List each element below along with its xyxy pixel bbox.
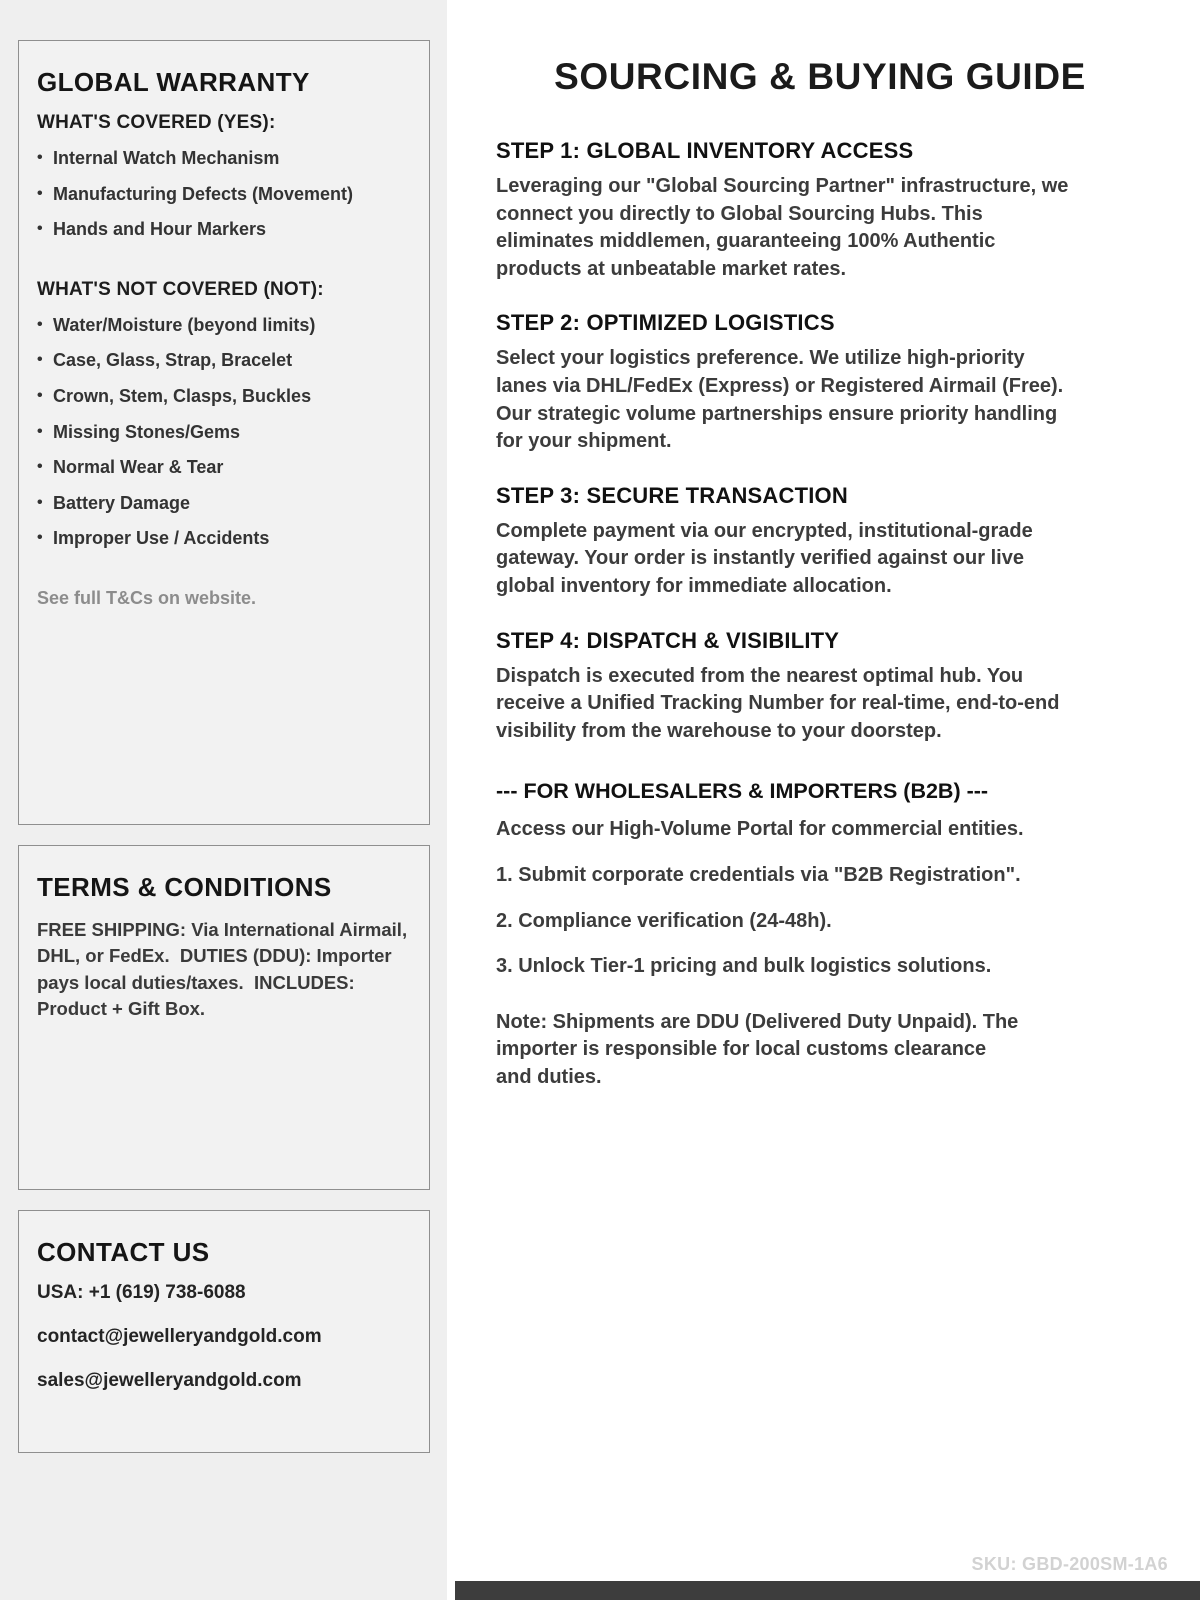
sku-label: SKU: GBD-200SM-1A6 [971, 1554, 1168, 1574]
list-item: • Normal Wear & Tear [37, 457, 409, 479]
terms-panel [18, 845, 430, 1190]
step-2-heading: STEP 2: OPTIMIZED LOGISTICS [496, 310, 835, 336]
not-covered-heading: WHAT'S NOT COVERED (NOT): [37, 278, 324, 300]
contact-email-sales: sales@jewelleryandgold.com [37, 1370, 302, 1391]
covered-list [37, 148, 409, 241]
list-item: • Hands and Hour Markers [37, 219, 409, 241]
step-2-section [496, 310, 1071, 455]
list-item: • Water/Moisture (beyond limits) [37, 315, 409, 337]
terms-body: FREE SHIPPING: Via International Airmail, DHL, or FedEx. DUTIES (DDU): Importer pays local duties/taxes. INCLUDES: Product + Gift Box. [37, 919, 413, 1019]
b2b-item-3: 3. Unlock Tier-1 pricing and bulk logistics solutions. [496, 955, 992, 978]
step-1-section [496, 138, 1071, 283]
b2b-section [496, 779, 1144, 1091]
covered-heading: WHAT'S COVERED (YES): [37, 112, 276, 133]
contact-title: CONTACT US [37, 1237, 210, 1267]
step-4-body: Dispatch is executed from the nearest optimal hub. You receive a Unified Tracking Number for real-time, end-to-end visibility from the warehouse to your doorstep. [496, 664, 1060, 742]
main-content [447, 0, 1200, 1600]
list-item: • Battery Damage [37, 493, 409, 515]
list-item: • Manufacturing Defects (Movement) [37, 184, 409, 206]
step-3-heading: STEP 3: SECURE TRANSACTION [496, 482, 848, 508]
step-4-heading: STEP 4: DISPATCH & VISIBILITY [496, 627, 840, 653]
terms-title: TERMS & CONDITIONS [37, 872, 332, 902]
step-1-body: Leveraging our "Global Sourcing Partner" infrastructure, we connect you directly to Global Sourcing Hubs. This eliminates middlemen, guaranteeing 100% Authentic products at unbeatable market rates. [496, 175, 1069, 280]
bottom-bar [455, 1581, 1200, 1600]
contact-email-primary: contact@jewelleryandgold.com [37, 1326, 322, 1347]
list-item: • Internal Watch Mechanism [37, 148, 409, 170]
not-covered-list [37, 315, 409, 550]
b2b-intro: Access our High-Volume Portal for commercial entities. [496, 818, 1024, 841]
b2b-note: Note: Shipments are DDU (Delivered Duty Unpaid). The importer is responsible for local customs clearance and duties. [496, 1010, 1019, 1088]
b2b-item-1: 1. Submit corporate credentials via "B2B Registration". [496, 863, 1021, 886]
list-item: • Missing Stones/Gems [37, 422, 409, 444]
step-4-section [496, 628, 1071, 746]
list-item: • Crown, Stem, Clasps, Buckles [37, 386, 409, 408]
step-2-body: Select your logistics preference. We utilize high-priority lanes via DHL/FedEx (Express) or Registered Airmail (Free). Our strategic volume partnerships ensure priority handling for your shipment. [496, 347, 1064, 453]
warranty-title: GLOBAL WARRANTY [37, 67, 310, 97]
page-title: SOURCING & BUYING GUIDE [554, 56, 1086, 97]
list-item: • Improper Use / Accidents [37, 528, 409, 550]
step-1-heading: STEP 1: GLOBAL INVENTORY ACCESS [496, 138, 914, 163]
warranty-panel [18, 40, 430, 825]
step-3-section [496, 483, 1071, 601]
b2b-heading: --- FOR WHOLESALERS & IMPORTERS (B2B) --- [496, 779, 989, 804]
contact-phone: USA: +1 (619) 738-6088 [37, 1282, 246, 1303]
step-3-body: Complete payment via our encrypted, institutional-grade gateway. Your order is instantly verified against our live global inventory for immediate allocation. [496, 519, 1033, 597]
sidebar [0, 0, 447, 1600]
contact-panel [18, 1210, 430, 1453]
b2b-item-2: 2. Compliance verification (24-48h). [496, 909, 832, 932]
warranty-footnote: See full T&Cs on website. [37, 587, 257, 608]
list-item: • Case, Glass, Strap, Bracelet [37, 350, 409, 372]
